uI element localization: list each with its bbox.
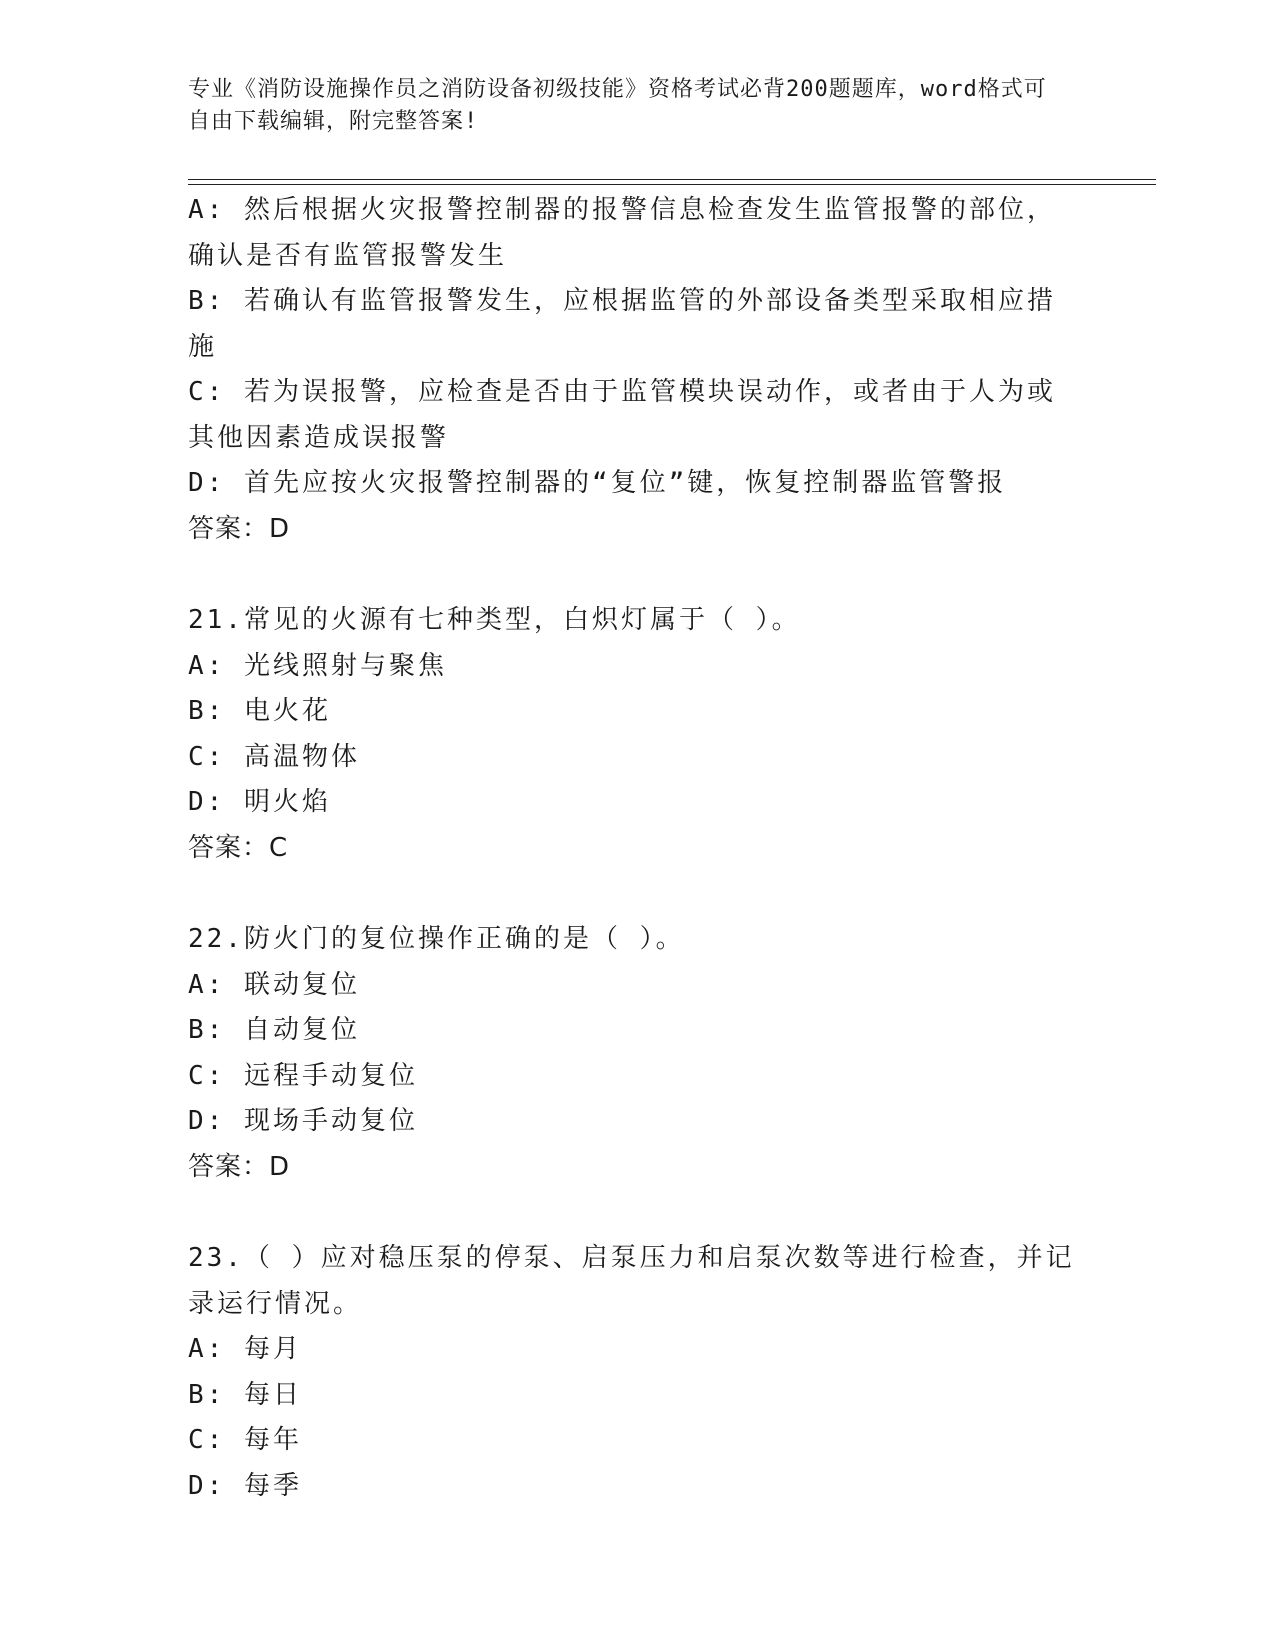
option-d: D: 首先应按火灾报警控制器的“复位”键，恢复控制器监管警报 (188, 468, 1007, 498)
option-a: A: 联动复位 (188, 969, 360, 1000)
option-b: B: 每日 (188, 1379, 302, 1410)
spacer (188, 871, 1078, 917)
answer-line: 答案：D (188, 513, 291, 544)
question-text: 22.防火门的复位操作正确的是（ ）。 (188, 924, 685, 954)
option-c: C: 每年 (188, 1425, 302, 1455)
option-b: B: 电火花 (188, 696, 331, 726)
option-d: D: 现场手动复位 (188, 1106, 418, 1136)
spacer (188, 552, 1078, 598)
answer-line: 答案：C (188, 832, 289, 863)
document-header: 专业《消防设施操作员之消防设备初级技能》资格考试必背200题题库，word格式可自由下载编辑，附完整答案! (188, 77, 1047, 134)
option-d: D: 每季 (188, 1470, 302, 1501)
option-c: C: 远程手动复位 (188, 1060, 418, 1091)
question-block-21 (188, 598, 1078, 871)
header-rule-bottom (188, 184, 1156, 185)
option-b: B: 若确认有监管报警发生，应根据监管的外部设备类型采取相应措施 (188, 286, 1056, 362)
option-a: A: 光线照射与聚焦 (188, 650, 447, 681)
answer-line: 答案：D (188, 1151, 291, 1182)
spacer (188, 1190, 1078, 1236)
question-block-22 (188, 917, 1078, 1190)
question-block-23 (188, 1236, 1078, 1509)
option-a: A: 每月 (188, 1334, 302, 1364)
option-d: D: 明火焰 (188, 787, 331, 817)
option-a: A: 然后根据火灾报警控制器的报警信息检查发生监管报警的部位，确认是否有监管报警发生 (188, 195, 1056, 271)
option-b: B: 自动复位 (188, 1015, 360, 1045)
question-text: 23.（ ）应对稳压泵的停泵、启泵压力和启泵次数等进行检查，并记录运行情况。 (188, 1243, 1075, 1319)
option-c: C: 若为误报警，应检查是否由于监管模块误动作，或者由于人为或其他因素造成误报警 (188, 377, 1056, 453)
question-block-prev (188, 188, 1078, 552)
document-body (188, 188, 1078, 1509)
question-text: 21.常见的火源有七种类型，白炽灯属于（ ）。 (188, 605, 801, 635)
option-c: C: 高温物体 (188, 741, 360, 772)
header-rule-top (188, 179, 1156, 180)
